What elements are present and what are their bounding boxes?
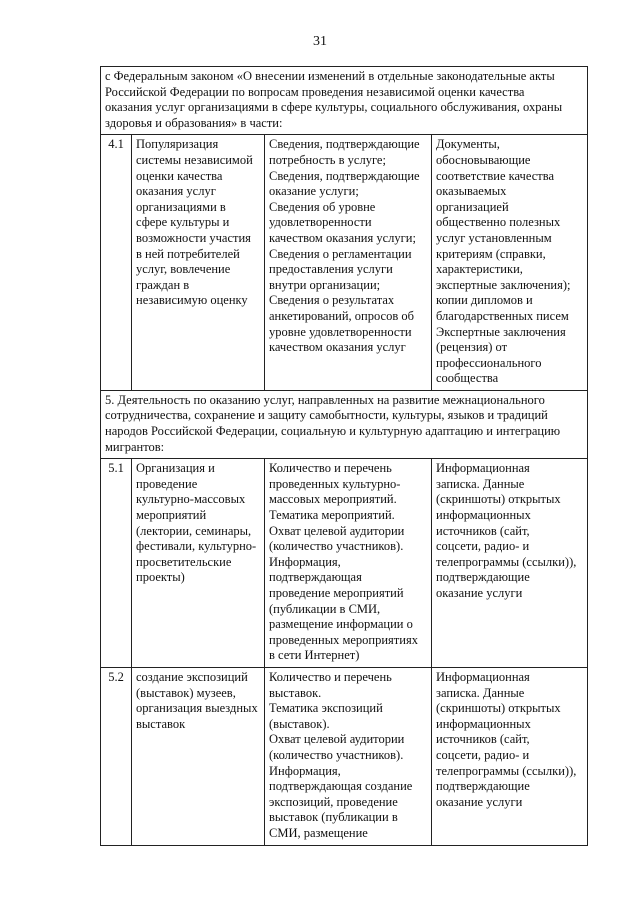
- row-number: 4.1: [101, 135, 132, 391]
- document-line: информационных: [436, 716, 531, 731]
- indicators-cell: [265, 135, 432, 391]
- document-line: записка. Данные: [436, 476, 525, 491]
- document-line: (скриншоты) открытых: [436, 701, 561, 716]
- page-number: 31: [313, 34, 327, 49]
- indicators-cell: [265, 667, 432, 845]
- indicator-line: размещение информации о: [269, 617, 413, 632]
- document-line: Информационная: [436, 669, 530, 684]
- documents-cell: [432, 459, 588, 668]
- indicator-line: подтверждающая: [269, 570, 362, 585]
- table-row: [101, 459, 588, 668]
- table-row: [101, 667, 588, 845]
- document-line: организацией: [436, 199, 509, 214]
- document-line: оказание услуги: [436, 586, 523, 600]
- intro-cell: [101, 67, 588, 135]
- activity-line: в ней потребителей: [136, 246, 240, 261]
- document-line: телепрограммы (ссылки)),: [436, 763, 577, 778]
- document-line: источников (сайт,: [436, 732, 530, 747]
- activity-line: проекты): [136, 570, 185, 585]
- indicator-line: (выставок).: [269, 716, 330, 731]
- indicator-line: СМИ, размещение: [269, 825, 368, 840]
- indicator-line: Информация,: [269, 763, 341, 778]
- documents-cell: [432, 667, 588, 845]
- activity-line: системы независимой: [136, 152, 253, 167]
- activity-line: фестивали, культурно-: [136, 539, 257, 554]
- indicator-line: проведенных мероприятиях: [269, 632, 418, 647]
- indicator-line: внутри организации;: [269, 277, 381, 292]
- indicator-line: Сведения о регламентации: [269, 246, 412, 261]
- indicator-line: проведение мероприятий: [269, 586, 404, 600]
- intro-line: здоровья и образования» в части:: [105, 115, 283, 130]
- activity-line: организациями в: [136, 199, 226, 214]
- section-heading-line: народов Российской Федерации, социальную и культурную адаптацию и интеграцию: [105, 424, 561, 439]
- indicator-line: уровне удовлетворенности: [269, 324, 412, 339]
- activity-line: выставок: [136, 716, 186, 731]
- document-line: услуг установленным: [436, 230, 552, 245]
- indicator-line: проведенных культурно-: [269, 476, 401, 491]
- activity-line: проведение: [136, 476, 198, 491]
- section-heading-line: мигрантов:: [105, 439, 165, 454]
- document-line: источников (сайт,: [436, 523, 530, 538]
- activity-line: оценки качества: [136, 168, 223, 183]
- activity-line: культурно-массовых: [136, 492, 246, 507]
- intro-line: оказания услуг организациями в сфере культуры, социального обслуживания, охраны: [105, 100, 563, 115]
- document-line: соцсети, радио- и: [436, 747, 530, 762]
- intro-line: с Федеральным законом «О внесении изменений в отдельные законодательные акты: [105, 69, 555, 83]
- activity-line: просветительские: [136, 554, 232, 569]
- indicator-line: Сведения, подтверждающие: [269, 137, 420, 152]
- indicator-line: экспозиций, проведение: [269, 794, 398, 809]
- indicator-line: оказание услуги;: [269, 184, 359, 199]
- document-line: подтверждающие: [436, 570, 530, 585]
- indicator-line: качеством оказания услуги;: [269, 230, 416, 245]
- activity-line: Популяризация: [136, 137, 219, 152]
- indicator-line: массовых мероприятий.: [269, 492, 397, 507]
- indicator-line: Количество и перечень: [269, 669, 392, 684]
- indicator-line: Сведения о результатах: [269, 293, 395, 308]
- section-heading-cell: [101, 390, 588, 458]
- document-line: характеристики,: [436, 262, 523, 277]
- activity-line: граждан в: [136, 277, 190, 292]
- intro-line: Российской Федерации по вопросам проведения независимой оценки качества: [105, 84, 525, 99]
- services-table: [100, 66, 588, 846]
- document-line: соцсети, радио- и: [436, 539, 530, 554]
- document-line: общественно полезных: [436, 215, 561, 230]
- activity-line: (выставок) музеев,: [136, 685, 236, 700]
- indicators-cell: [265, 459, 432, 668]
- document-line: критериям (справки,: [436, 246, 546, 261]
- activity-line: услуг, вовлечение: [136, 262, 231, 277]
- document-line: телепрограммы (ссылки)),: [436, 554, 577, 569]
- document-line: соответствие качества: [436, 168, 554, 183]
- indicator-line: в сети Интернет): [269, 648, 360, 663]
- activity-cell: [132, 459, 265, 668]
- document-line: записка. Данные: [436, 685, 525, 700]
- indicator-line: Сведения об уровне: [269, 199, 376, 214]
- indicator-line: Информация,: [269, 554, 341, 569]
- section-heading-row: [101, 390, 588, 458]
- activity-line: сфере культуры и: [136, 215, 230, 230]
- document-line: оказание услуги: [436, 794, 523, 809]
- document-line: Документы,: [436, 137, 500, 152]
- indicator-line: Тематика экспозиций: [269, 701, 383, 716]
- document-line: профессионального: [436, 355, 542, 370]
- intro-row: [101, 67, 588, 135]
- document-line: подтверждающие: [436, 779, 530, 794]
- activity-line: мероприятий: [136, 508, 207, 523]
- document-line: оказываемых: [436, 184, 507, 199]
- indicator-line: выставок.: [269, 685, 322, 700]
- indicator-line: предоставления услуги: [269, 262, 393, 277]
- document-line: (рецензия) от: [436, 340, 508, 355]
- indicator-line: (количество участников).: [269, 539, 404, 554]
- document-line: Информационная: [436, 461, 530, 476]
- document-line: информационных: [436, 508, 531, 523]
- row-number: 5.1: [101, 459, 132, 668]
- document-line: Экспертные заключения: [436, 324, 566, 339]
- indicator-line: Сведения, подтверждающие: [269, 168, 420, 183]
- indicator-line: (публикации в СМИ,: [269, 601, 381, 616]
- indicator-line: Охват целевой аудитории: [269, 732, 405, 747]
- activity-line: Организация и: [136, 461, 215, 476]
- activity-line: организация выездных: [136, 701, 258, 716]
- row-number: 5.2: [101, 667, 132, 845]
- table-row: [101, 135, 588, 391]
- document-line: экспертные заключения);: [436, 277, 571, 292]
- document-line: (скриншоты) открытых: [436, 492, 561, 507]
- indicator-line: подтверждающая создание: [269, 779, 413, 794]
- indicator-line: анкетирований, опросов об: [269, 308, 414, 323]
- indicator-line: потребность в услуге;: [269, 152, 386, 167]
- indicator-line: (количество участников).: [269, 747, 404, 762]
- indicator-line: Охват целевой аудитории: [269, 523, 405, 538]
- section-heading-line: 5. Деятельность по оказанию услуг, направленных на развитие межнационального: [105, 392, 545, 407]
- activity-line: (лектории, семинары,: [136, 523, 252, 538]
- activity-line: создание экспозиций: [136, 669, 248, 684]
- indicator-line: качеством оказания услуг: [269, 340, 406, 355]
- activity-line: независимую оценку: [136, 293, 248, 308]
- document-line: сообщества: [436, 371, 499, 386]
- activity-cell: [132, 667, 265, 845]
- document-line: обосновывающие: [436, 152, 531, 167]
- activity-line: возможности участия: [136, 230, 251, 245]
- documents-cell: [432, 135, 588, 391]
- section-heading-line: сотрудничества, сохранение и защиту самобытности, культуры, языков и традиций: [105, 408, 548, 423]
- activity-line: оказания услуг: [136, 184, 216, 199]
- indicator-line: Тематика мероприятий.: [269, 508, 395, 523]
- indicator-line: Количество и перечень: [269, 461, 392, 476]
- indicator-line: выставок (публикации в: [269, 810, 398, 825]
- indicator-line: удовлетворенности: [269, 215, 372, 230]
- document-line: благодарственных писем: [436, 308, 569, 323]
- document-line: копии дипломов и: [436, 293, 533, 308]
- activity-cell: [132, 135, 265, 391]
